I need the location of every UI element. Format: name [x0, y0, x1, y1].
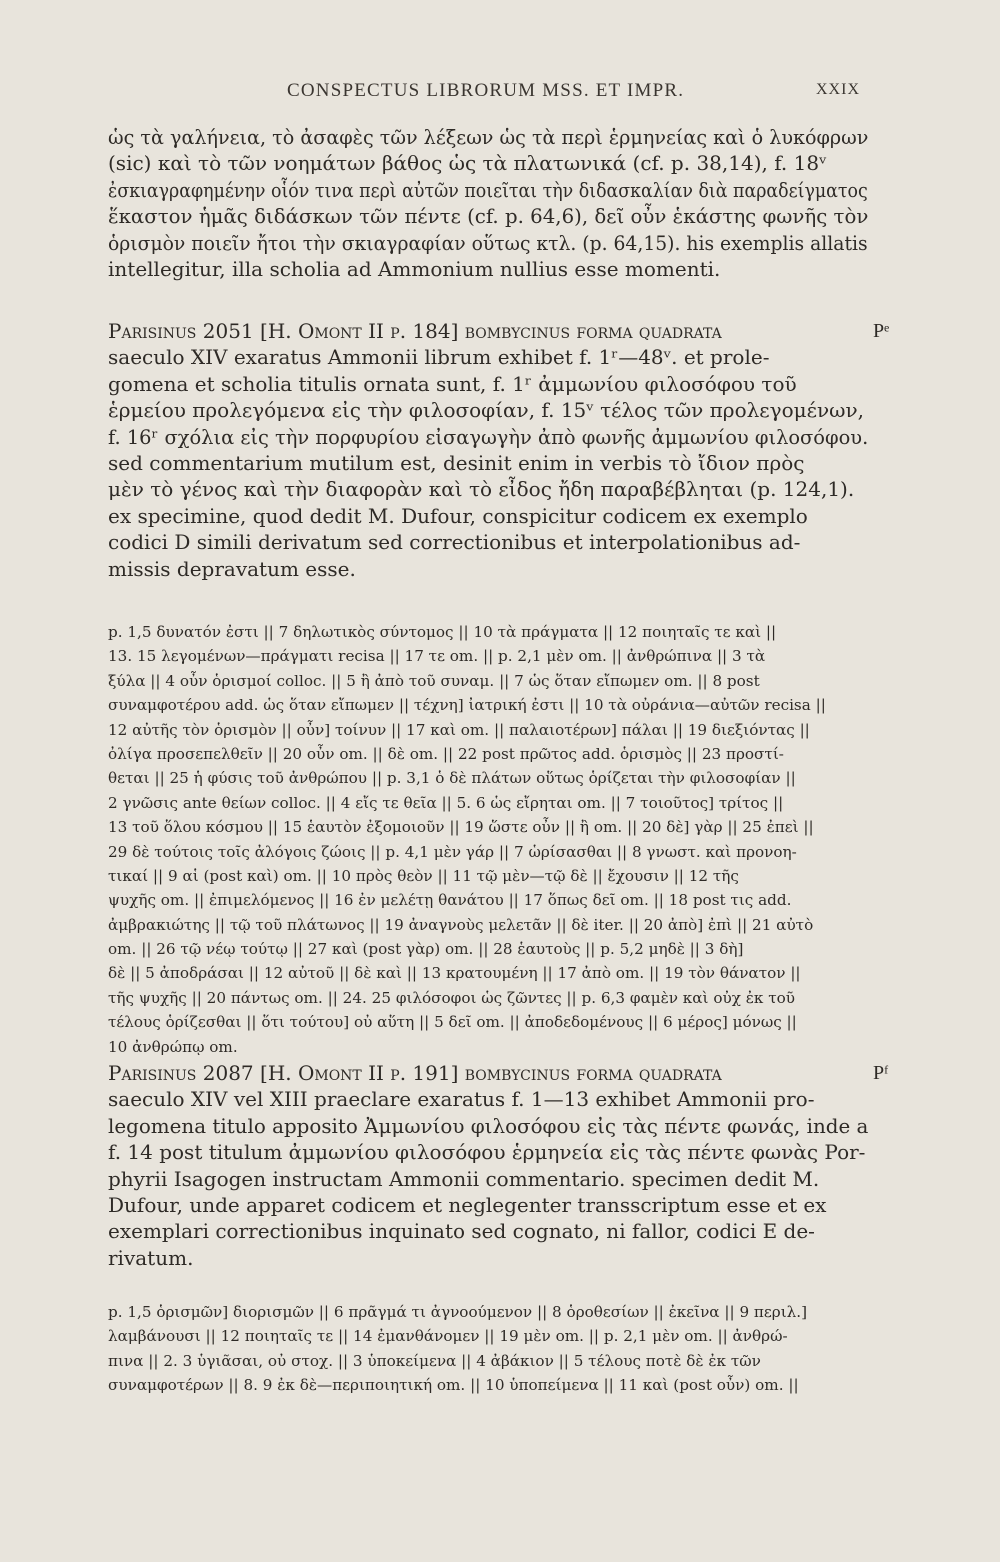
- note-line: τῆς ψυχῆς || 20 πάντως om. || 24. 25 φιλόσοφοι ὡς ζῶντες || p. 6,3 φαμὲν καὶ οὐχ ἐκ τοῦ: [108, 988, 795, 1007]
- text-line: ἕκαστον ἡμᾶς διδάσκων τῶν πέντε (cf. p. 64,6), δεῖ οὖν ἑκάστης φωνῆς τὸν: [108, 204, 869, 229]
- note-line: λαμβάνουσι || 12 ποιηταῖς τε || 14 ἐμανθάνομεν || 19 μὲν om. || p. 2,1 μὲν om. || ἀνθρώ-: [108, 1327, 788, 1346]
- text-line: legomena titulo apposito Ἀμμωνίου φιλοσόφου εἰς τὰς πέντε φωνάς, inde a: [108, 1113, 869, 1138]
- note-line: ξύλα || 4 οὖν ὁρισμοί colloc. || 5 ἢ ἀπὸ τοῦ συναμ. || 7 ὡς ὅταν εἴπωμεν om. || 8 post: [108, 671, 760, 690]
- page-number: XXIX: [816, 81, 860, 98]
- note-line: om. || 26 τῷ νέῳ τούτῳ || 27 καὶ (post γὰρ) om. || 28 ἑαυτοὺς || p. 5,2 μηδὲ || 3 δὴ]: [108, 940, 744, 959]
- paragraph-parisinus-2087: [108, 1060, 868, 1271]
- note-line: 12 αὐτῆς τὸν ὁρισμὸν || οὖν] τοίνυν || 17 καὶ om. || παλαιοτέρων] πάλαι || 19 διεξιόντας ||: [108, 720, 810, 739]
- note-line: ψυχῆς om. || ἐπιμελόμενος || 16 ἐν μελέτῃ θανάτου || 17 ὅπως δεῖ om. || 18 post τις add.: [108, 891, 792, 910]
- note-line: 13 τοῦ ὅλου κόσμου || 15 ἑαυτὸν ἐξομοιοῦν || 19 ὥστε οὖν || ἢ om. || 20 δὲ] γὰρ || 25 ἐπεὶ ||: [108, 818, 814, 837]
- note-line: τικαί || 9 αἱ (post καὶ) om. || 10 πρὸς θεὸν || 11 τῷ μὲν—τῷ δὲ || ἔχουσιν || 12 τῆς: [108, 866, 739, 885]
- text-line: ὁρισμὸν ποιεῖν ἤτοι τὴν σκιαγραφίαν οὕτως κτλ. (p. 64,15). his exemplis allatis: [108, 230, 868, 255]
- text-line: intellegitur, illa scholia ad Ammonium nullius esse momenti.: [108, 256, 721, 281]
- text-line: Dufour, unde apparet codicem et neglegenter transscriptum esse et ex: [108, 1192, 827, 1217]
- apparatus-1: [108, 620, 868, 1059]
- note-line: p. 1,5 δυνατόν ἐστι || 7 δηλωτικὸς σύντομος || 10 τὰ πράγματα || 12 ποιηταῖς τε καὶ ||: [108, 623, 777, 641]
- text-line: phyrii Isagogen instructam Ammonii commentario. specimen dedit M.: [108, 1166, 820, 1191]
- text-line: Parisinus 2051 [H. Omont II p. 184] bombycinus forma quadrata: [108, 319, 722, 343]
- text-line: gomena et scholia titulis ornata sunt, f. 1ʳ ἀμμωνίου φιλοσόφου τοῦ: [108, 371, 797, 396]
- running-header: [0, 80, 1000, 104]
- text-line: missis depravatum esse.: [108, 556, 356, 581]
- note-line: ἀμβρακιώτης || τῷ τοῦ πλάτωνος || 19 ἀναγνοὺς μελετᾶν || δὲ iter. || 20 ἀπὸ] ἐπὶ || 21 αὐτὸ: [108, 915, 814, 934]
- note-line: p. 1,5 ὁρισμῶν] διορισμῶν || 6 πρᾶγμά τι ἀγνοούμενον || 8 ὁροθεσίων || ἐκεῖνα || 9 περιλ.]: [108, 1303, 808, 1321]
- header-title: CONSPECTUS LIBRORUM MSS. ET IMPR.: [287, 80, 685, 101]
- margin-siglum-pe: Pᵉ: [873, 320, 890, 342]
- note-line: τέλους ὁρίζεσθαι || ὅτι τούτου] οὐ αὕτη || 5 δεῖ om. || ἀποδεδομένους || 6 μέρος] μόνως ||: [108, 1013, 797, 1032]
- text-line: ex specimine, quod dedit M. Dufour, conspicitur codicem ex exemplo: [108, 503, 808, 528]
- text-line: ἐσκιαγραφημένην οἷόν τινα περὶ αὐτῶν ποιεῖται τὴν διδασκαλίαν διὰ παραδείγματος: [108, 177, 868, 202]
- text-line: rivatum.: [108, 1245, 194, 1270]
- note-line: δὲ || 5 ἀποδράσαι || 12 αὐτοῦ || δὲ καὶ || 13 κρατουμένη || 17 ἀπὸ om. || 19 τὸν θάνατον ||: [108, 964, 801, 983]
- note-line: 10 ἀνθρώπῳ om.: [108, 1037, 238, 1056]
- text-line: saeculo XIV exaratus Ammonii librum exhibet f. 1ʳ—48ᵛ. et prole-: [108, 345, 770, 370]
- text-line: Parisinus 2087 [H. Omont II p. 191] bombycinus forma quadrata: [108, 1061, 722, 1085]
- text-line: (sic) καὶ τὸ τῶν νοημάτων βάθος ὡς τὰ πλατωνικά (cf. p. 38,14), f. 18ᵛ: [108, 151, 827, 176]
- text-line: f. 16ʳ σχόλια εἰς τὴν πορφυρίου εἰσαγωγὴν ἀπὸ φωνῆς ἀμμωνίου φιλοσόφου.: [108, 424, 869, 449]
- text-line: saeculo XIV vel XIII praeclare exaratus f. 1—13 exhibet Ammonii pro-: [108, 1087, 815, 1112]
- text-line: f. 14 post titulum ἀμμωνίου φιλοσόφου ἑρμηνεία εἰς τὰς πέντε φωνὰς Por-: [108, 1140, 866, 1165]
- note-line: πινα || 2. 3 ὑγιᾶσαι, οὐ στοχ. || 3 ὑποκείμενα || 4 ἀβάκιον || 5 τέλους ποτὲ δὲ ἐκ τῶν: [108, 1351, 761, 1370]
- note-line: συναμφοτέρων || 8. 9 ἐκ δὲ—περιποιητική om. || 10 ὑποπείμενα || 11 καὶ (post οὖν) om. ||: [108, 1376, 799, 1395]
- text-line: μὲν τὸ γένος καὶ τὴν διαφορὰν καὶ τὸ εἶδος ἤδη παραβέβληται (p. 124,1).: [108, 477, 855, 502]
- note-line: θεται || 25 ἡ φύσις τοῦ ἀνθρώπου || p. 3,1 ὁ δὲ πλάτων οὕτως ὁρίζεται τὴν φιλοσοφίαν ||: [108, 769, 796, 788]
- text-line: ὡς τὰ γαλήνεια, τὸ ἀσαφὲς τῶν λέξεων ὡς τὰ περὶ ἑρμηνείας καὶ ὁ λυκόφρων: [108, 125, 869, 149]
- note-line: 29 δὲ τούτοις τοῖς ἀλόγοις ζώοις || p. 4,1 μὲν γάρ || 7 ὡρίσασθαι || 8 γνωστ. καὶ προνοη-: [108, 842, 797, 861]
- text-line: sed commentarium mutilum est, desinit enim in verbis τὸ ἴδιον πρὸς: [108, 450, 805, 475]
- margin-siglum-pf: Pᶠ: [873, 1062, 889, 1084]
- paragraph-parisinus-2051: [108, 318, 868, 582]
- note-line: 13. 15 λεγομένων—πράγματι recisa || 17 τε om. || p. 2,1 μὲν om. || ἀνθρώπινα || 3 τὰ: [108, 647, 766, 666]
- paragraph-1: [108, 124, 868, 282]
- text-line: ἑρμείου προλεγόμενα εἰς τὴν φιλοσοφίαν, f. 15ᵛ τέλος τῶν προλεγομένων,: [108, 398, 864, 423]
- note-line: ὀλίγα προσεπελθεῖν || 20 οὖν om. || δὲ om. || 22 post πρῶτος add. ὁρισμὸς || 23 προστί-: [108, 744, 784, 763]
- apparatus-2: [108, 1300, 868, 1398]
- note-line: συναμφοτέρου add. ὡς ὅταν εἴπωμεν || τέχνη] ἰατρική ἐστι || 10 τὰ οὐράνια—αὐτῶν recisa ||: [108, 696, 826, 715]
- note-line: 2 γνῶσις ante θείων colloc. || 4 εἴς τε θεῖα || 5. 6 ὡς εἴρηται om. || 7 τοιοῦτος] τρίτος ||: [108, 793, 784, 812]
- text-line: exemplari correctionibus inquinato sed cognato, ni fallor, codici E de-: [108, 1219, 815, 1244]
- text-line: codici D simili derivatum sed correctionibus et interpolationibus ad-: [108, 530, 801, 555]
